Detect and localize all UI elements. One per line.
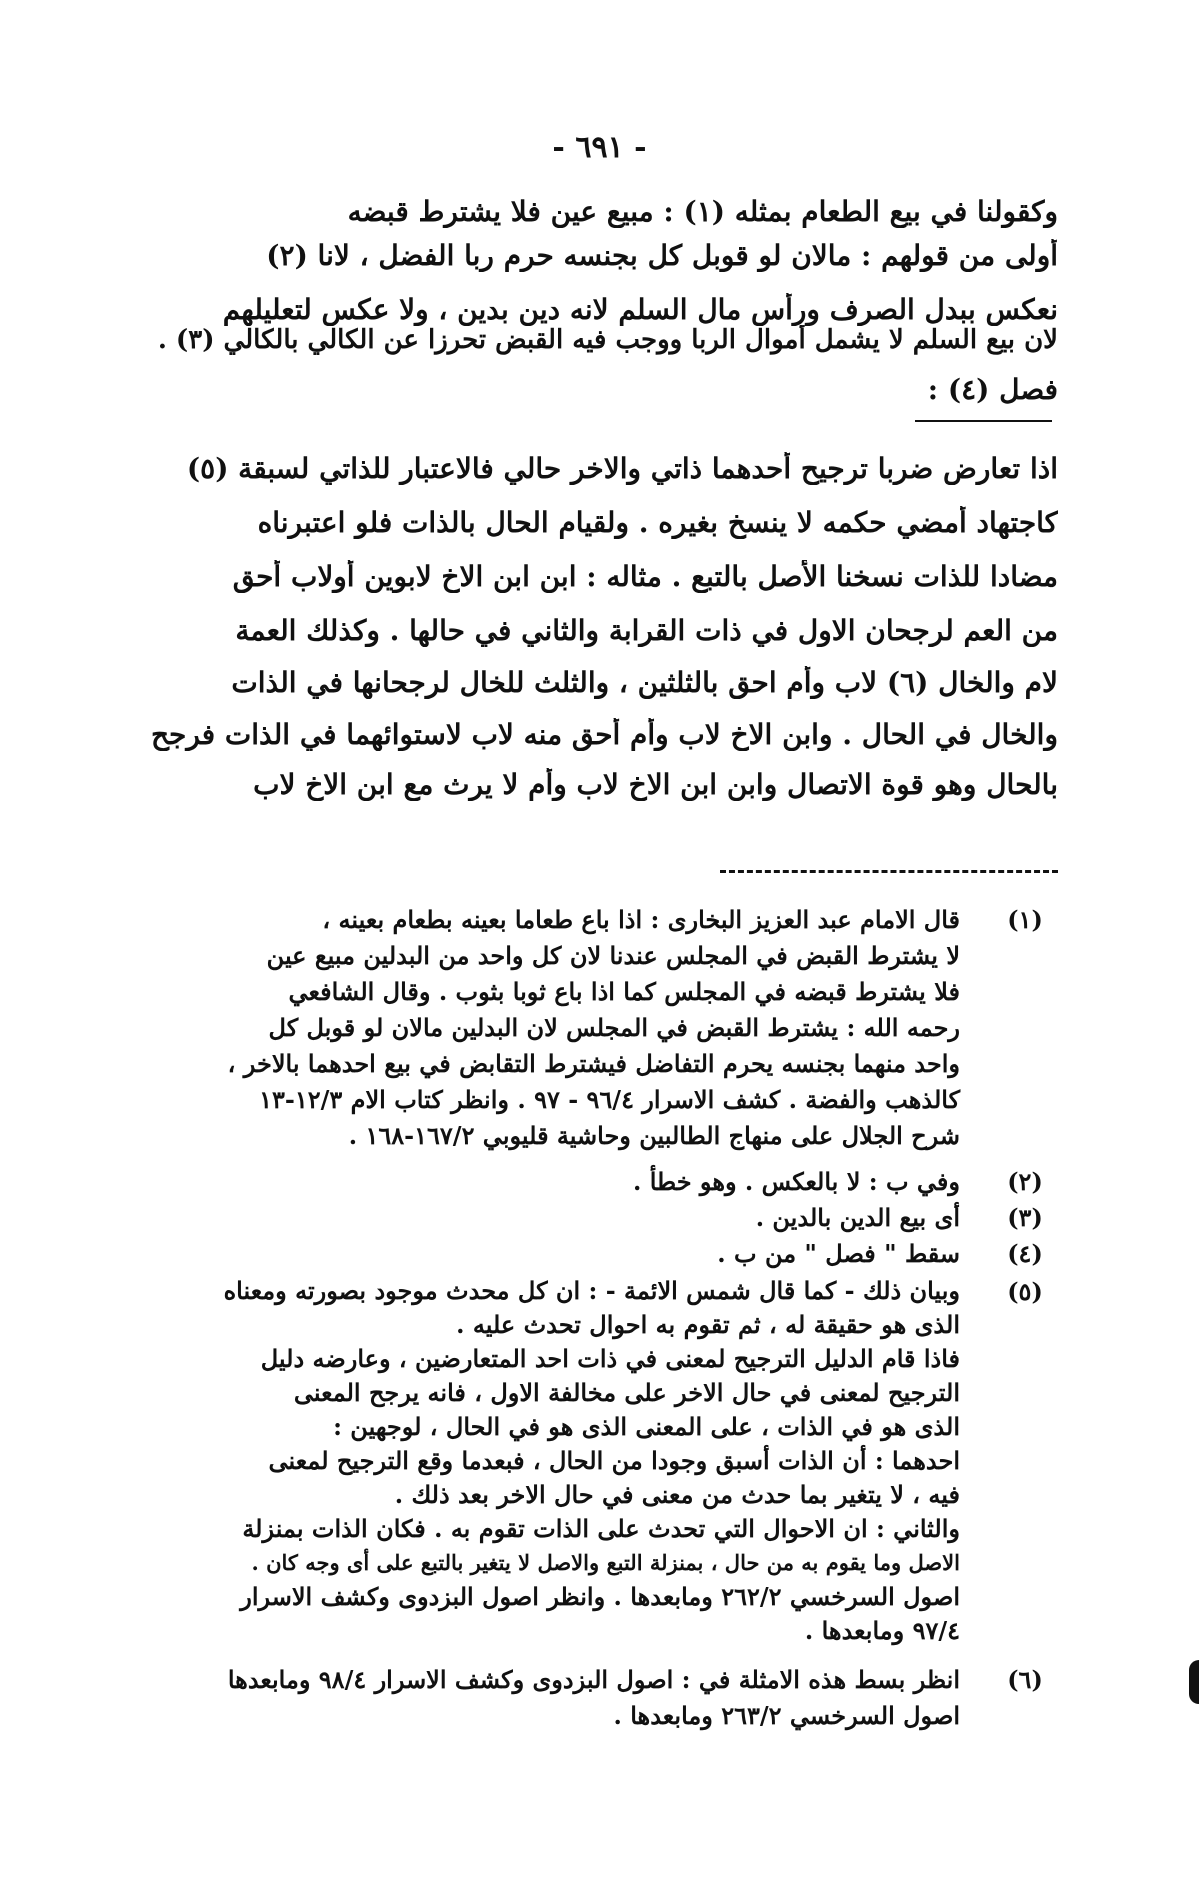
- footnote-line: فلا يشترط قبضه في المجلس كما اذا باع ثوبا بثوب . وقال الشافعي: [288, 977, 960, 1006]
- footnote-line: أى بيع الدين بالدين .: [755, 1203, 960, 1232]
- section-line: من العم لرجحان الاول في ذات القرابة والثاني في حالها . وكذلك العمة: [235, 614, 1058, 647]
- footnote-line: رحمه الله : يشترط القبض في المجلس لان البدلين مالان لو قوبل كل: [268, 1013, 960, 1042]
- footnote-text: [110, 1274, 960, 1648]
- main-line: وكقولنا في بيع الطعام بمثله (١) : مبيع عين فلا يشترط قبضه: [347, 195, 1058, 228]
- footnote-separator: [720, 870, 1058, 873]
- footnote-line: ٩٧/٤ ومابعدها .: [804, 1616, 960, 1645]
- footnote-line: احدهما : أن الذات أسبق وجودا من الحال ، فبعدما وقع الترجيح لمعنى: [268, 1446, 960, 1475]
- footnote-number: (١): [1007, 905, 1043, 934]
- scan-edge-mark: [1189, 1660, 1199, 1704]
- section-line: بالحال وهو قوة الاتصال وابن ابن الاخ لاب وأم لا يرث مع ابن الاخ لاب: [253, 768, 1058, 801]
- footnote-line: اصول السرخسي ٢٦٢/٢ ومابعدها . وانظر اصول البزدوى وكشف الاسرار: [240, 1582, 960, 1611]
- footnote-line: فيه ، لا يتغير بما حدث من معنى في حال الاخر بعد ذلك .: [394, 1480, 960, 1509]
- footnote-number: (٤): [1007, 1239, 1043, 1268]
- footnote-line: وبيان ذلك - كما قال شمس الائمة - : ان كل محدث موجود بصورته ومعناه: [223, 1276, 960, 1305]
- footnote-line: قال الامام عبد العزيز البخارى : اذا باع طعاما بعينه بطعام بعينه ،: [322, 905, 960, 934]
- footnote-line: اصول السرخسي ٢٦٣/٢ ومابعدها .: [613, 1701, 960, 1730]
- footnote-number: (٥): [1007, 1277, 1043, 1306]
- heading-underline: [915, 420, 1052, 422]
- footnote-line: كالذهب والفضة . كشف الاسرار ٩٦/٤ - ٩٧ . وانظر كتاب الام ١٢/٣-١٣: [259, 1085, 960, 1114]
- footnote-line: شرح الجلال على منهاج الطالبين وحاشية قليوبي ١٦٧/٢-١٦٨ .: [348, 1121, 960, 1150]
- footnote-text: [110, 1200, 960, 1236]
- footnote-text: [110, 1164, 960, 1200]
- footnote-text: [110, 1236, 960, 1272]
- footnote-line: فاذا قام الدليل الترجيح لمعنى في ذات احد المتعارضين ، وعارضه دليل: [260, 1344, 960, 1373]
- footnote-line: وفي ب : لا بالعكس . وهو خطأ .: [633, 1167, 960, 1196]
- footnote-line: واحد منهما بجنسه يحرم التفاضل فيشترط التقابض في بيع احدهما بالاخر ،: [227, 1049, 960, 1078]
- footnote-line: الترجيح لمعنى في حال الاخر على مخالفة الاول ، فانه يرجح المعنى: [293, 1378, 960, 1407]
- footnote-line: الذى هو حقيقة له ، ثم تقوم به احوال تحدث عليه .: [456, 1310, 960, 1339]
- section-line: كاجتهاد أمضي حكمه لا ينسخ بغيره . ولقيام الحال بالذات فلو اعتبرناه: [257, 506, 1058, 539]
- footnote-1: [110, 902, 1060, 1162]
- section-heading: فصل (٤) :: [927, 373, 1058, 406]
- section-line: والخال في الحال . وابن الاخ لاب وأم أحق منه لاب لاستوائهما في الذات فرجح: [150, 718, 1058, 751]
- footnote-line: سقط " فصل " من ب .: [717, 1239, 960, 1268]
- footnote-number: (٣): [1007, 1203, 1043, 1232]
- footnote-line: والثاني : ان الاحوال التي تحدث على الذات تقوم به . فكان الذات بمنزلة: [242, 1514, 960, 1543]
- footnote-text: [110, 902, 960, 1154]
- section-line: لام والخال (٦) لاب وأم احق بالثلثين ، والثلث للخال لرجحانها في الذات: [231, 666, 1058, 699]
- footnote-line: الذى هو في الذات ، على المعنى الذى هو في الحال ، لوجهين :: [333, 1412, 960, 1441]
- footnote-line: لا يشترط القبض في المجلس عندنا لان كل واحد من البدلين مبيع عين: [266, 941, 960, 970]
- page-number: - ٦٩١ -: [552, 130, 647, 165]
- footnote-line: الاصل وما يقوم به من حال ، بمنزلة التبع والاصل لا يتغير بالتبع على أى وجه كان .: [251, 1550, 960, 1575]
- footnote-number: (٦): [1007, 1665, 1043, 1694]
- footnote-line: انظر بسط هذه الامثلة في : اصول البزدوى وكشف الاسرار ٩٨/٤ ومابعدها: [227, 1665, 960, 1694]
- main-line: أولى من قولهم : مالان لو قوبل كل بجنسه حرم ربا الفضل ، لانا (٢): [266, 239, 1058, 272]
- section-line: اذا تعارض ضربا ترجيح أحدهما ذاتي والاخر حالي فالاعتبار للذاتي لسبقة (٥): [186, 452, 1058, 485]
- main-line: لان بيع السلم لا يشمل أموال الربا ووجب فيه القبض تحرزا عن الكالي بالكالي (٣) .: [157, 325, 1058, 355]
- footnote-number: (٢): [1007, 1167, 1043, 1196]
- section-line: مضادا للذات نسخنا الأصل بالتبع . مثاله : ابن ابن الاخ لابوين أولاب أحق: [232, 560, 1058, 593]
- footnote-text: [110, 1662, 960, 1734]
- main-line: نعكس ببدل الصرف ورأس مال السلم لانه دين بدين ، ولا عكس لتعليلهم: [222, 293, 1058, 326]
